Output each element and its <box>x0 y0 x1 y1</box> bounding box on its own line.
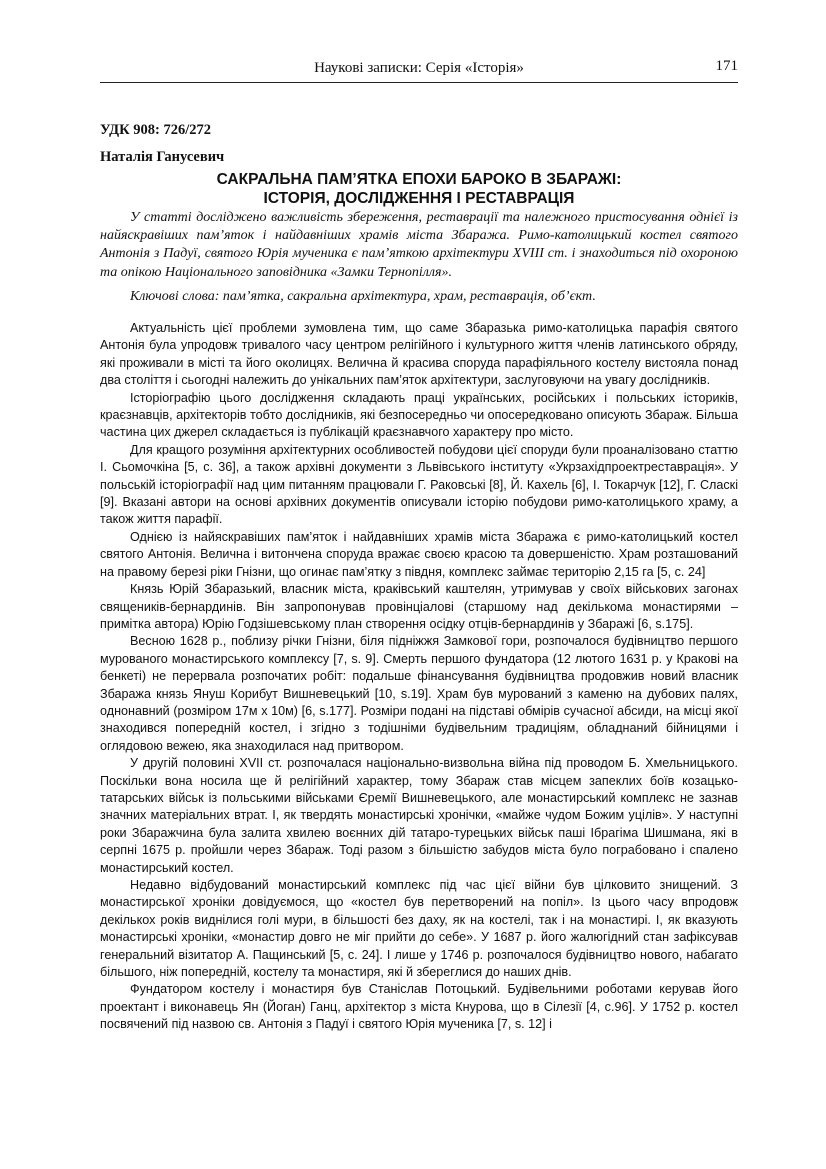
body-paragraph: Фундатором костелу і монастиря був Станіслав Потоцький. Будівельними роботами керував його проектант і виконавець Ян (Йоган) Ганц, архітектор з міста Кнурова, що в Сілезії [4, с.96]. У 1752 р. костел посвячений під назвою св. Антонія з Падуї і святого Юрія мученика [7, s. 12] і <box>100 982 738 1032</box>
body-paragraph: Історіографію цього дослідження складають праці українських, російських і польських істориків, краєзнавців, архітекторів тобто дослідників, які безпосередньо чи опосередковано описують Збараж. Більша частина цих джерел складається із публікацій краєзнавчого характеру про місто. <box>100 390 738 440</box>
article-title-line-1: САКРАЛЬНА ПАМ’ЯТКА ЕПОХИ БАРОКО В ЗБАРАЖІ: <box>216 171 622 188</box>
page-number: 171 <box>715 58 738 74</box>
udk-code: УДК 908: 726/272 <box>100 122 212 138</box>
article-title-line-2: ІСТОРІЯ, ДОСЛІДЖЕННЯ І РЕСТАВРАЦІЯ <box>263 190 575 207</box>
article-body <box>100 320 738 1034</box>
keywords: Ключові слова: пам’ятка, сакральна архітектура, храм, реставрація, об’єкт. <box>130 289 596 304</box>
article-title <box>100 170 738 208</box>
author-name: Наталія Ганусевич <box>100 149 225 165</box>
body-paragraph: Недавно відбудований монастирський комплекс під час цієї війни був цілковито знищений. З монастирської хроніки довідуємося, що «костел був перетворений на попіл». Із цього часу впродовж декількох років виднілися голі мури, в більшості без даху, як на костелі, так і на монастирі. І, як вказують монастирські хроніки, «монастир довго не міг прийти до себе». У 1687 р. його жалюгідний стан зафіксував генеральний візитатор А. Пащинський [5, с. 24]. І лише у 1746 р. розпочалося будівництво нового, набагато більшого, ніж попередній, костелу та монастиря, які й збереглися до наших днів. <box>100 878 738 980</box>
body-paragraph: Однією із найяскравіших пам’яток і найдавніших храмів міста Збаража є римо-католицький костел святого Антонія. Велична і витончена споруда вражає своєю красою та довершеністю. Храм розташований на правому березі ріки Гнізни, що огинає пам’ятку з півдня, комплекс займає територію 2,15 га [5, с. 24] <box>100 529 738 579</box>
body-paragraph: У другій половині XVII ст. розпочалася національно-визвольна війна під проводом Б. Хмельницького. Поскільки вона носила ще й релігійний характер, тому Збараж став місцем запеклих боїв козацько-татарських військ із польськими військами Єремії Вишневецького, але монастирський комплекс не зазнав значних матеріальних втрат. І, як твердять монастирські хронічки, «майже чудом Божим уцілів». У наступні роки Збаражчина була залита хвилею воєнних дій татаро-турецьких військ паші Ібрагіма Шишмана, які в серпні 1675 р. пройшли через Збараж. Тоді разом з більшістю забудов міста було пограбовано і спалено монастирський костел. <box>100 756 738 875</box>
body-paragraph: Князь Юрій Збаразький, власник міста, краківський каштелян, утримував у своїх військових загонах священиків-бернардинів. Він запропонував провінціалові (старшому над декількома монастирями – примітка автора) Юрію Годзішевському план створення осідку отців-бернардинів у Збаражі [6, s.175]. <box>100 582 738 631</box>
body-paragraph: Для кращого розуміння архітектурних особливостей побудови цієї споруди були проаналізовано статтю І. Сьомочкіна [5, с. 36], а також архівні документи з Львівського інституту «Укрзахідпроектреставрація». У польській історіографії над цим питанням працювали Г. Раковські [8], Й. Кахель [6], І. Токарчук [12], Г. Сласкі [9]. Вказані автори на основі архівних документів описували історію побудови римо-католицького храму, а також життя парафії. <box>100 442 738 527</box>
body-paragraph: Весною 1628 р., поблизу річки Гнізни, біля підніжжя Замкової гори, розпочалося будівництво першого мурованого монастирського комплексу [7, s. 9]. Смерть першого фундатора (12 лютого 1631 р. у Кракові на бенкеті) не перервала розпочатих робіт: подальше фінансування будівництва продовжив новий власник Збаража князь Януш Корибут Вишневецький [10, s.19]. Храм був мурований з каменю на дубових палях, однонавний (розміром 17м х 10м) [6, s.177]. Розміри подані на підставі обмірів сучасної абсиди, на місці якої знаходився попередній костел, і згідно з тодішніми будівельним традиціям, обладнаний бійницями і оглядовою вежею, яка знаходилася над притвором. <box>100 634 738 753</box>
body-paragraph: Актуальність цієї проблеми зумовлена тим, що саме Збаразька римо-католицька парафія святого Антонія була упродовж тривалого часу центром релігійного і культурного життя членів латинського обряду, які проживали в місті та його околицях. Велична й красива споруда парафіяльного костелу вистояла понад два століття і сьогодні належить до унікальних пам’яток архітектури, заслуговуючи на увагу дослідників. <box>100 321 738 388</box>
journal-title: Наукові записки: Серія «Історія» <box>314 60 524 76</box>
abstract: У статті досліджено важливість збереження, реставрації та належного пристосування однієї із найяскравіших пам’яток і найдавніших храмів міста Збаража. Римо-католицький костел святого Антонія з Падуї, святого Юрія мученика є пам’яткою архітектури XVIII ст. і знаходиться під охороною та опікою Національного заповідника «Замки Тернопілля». <box>100 210 738 280</box>
running-header <box>100 58 738 83</box>
